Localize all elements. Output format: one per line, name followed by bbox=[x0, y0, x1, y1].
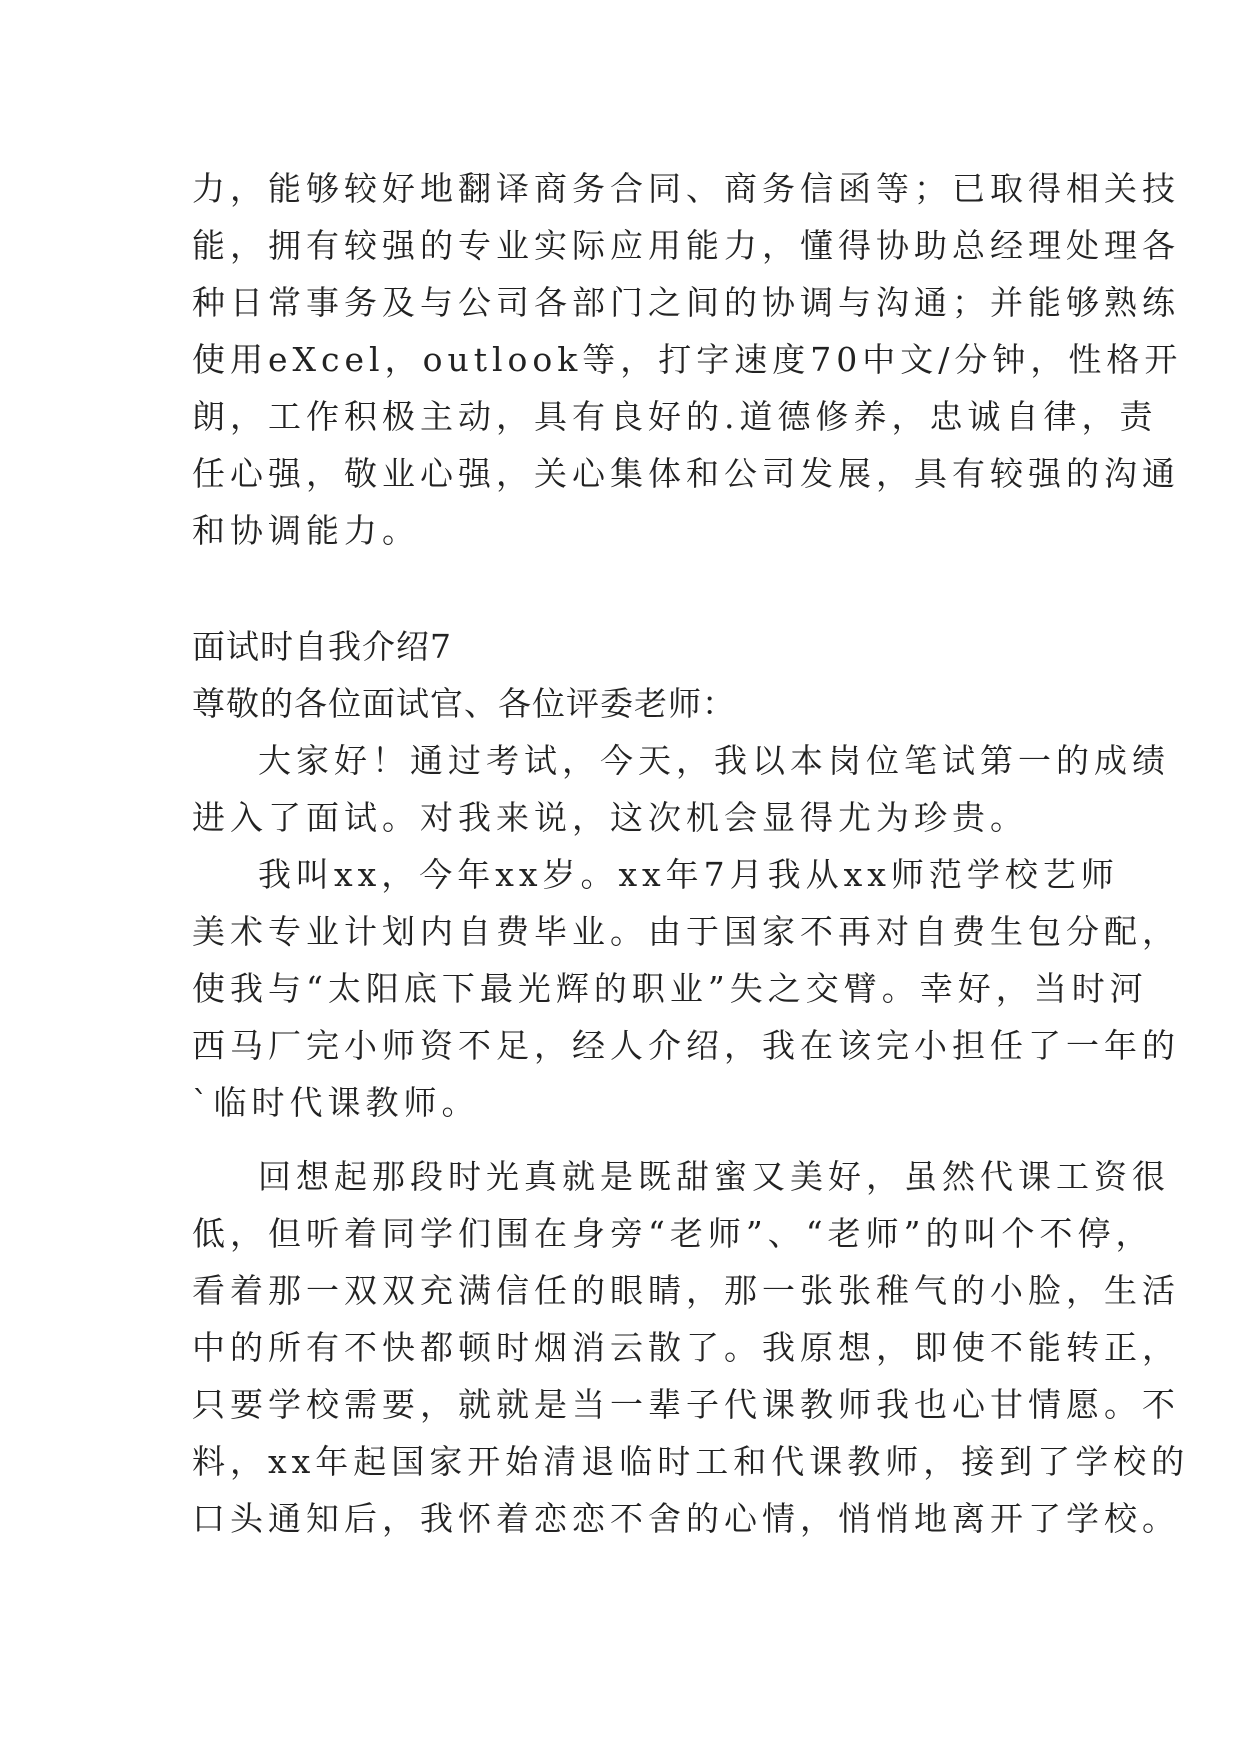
text-line: 中的所有不快都顿时烟消云散了。我原想，即使不能转正， bbox=[192, 1328, 1180, 1367]
text-line: 美术专业计划内自费毕业。由于国家不再对自费生包分配， bbox=[192, 912, 1180, 951]
text-line: 种日常事务及与公司各部门之间的协调与沟通；并能够熟练 bbox=[192, 283, 1180, 322]
text-line: 西马厂完小师资不足，经人介绍，我在该完小担任了一年的 bbox=[192, 1026, 1180, 1065]
text-line: `临时代课教师。 bbox=[192, 1083, 480, 1122]
text-line: 和协调能力。 bbox=[192, 511, 420, 550]
text-line: 使用eXcel，outlook等，打字速度70中文/分钟，性格开 bbox=[192, 340, 1183, 379]
text-line: 只要学校需要，就就是当一辈子代课教师我也心甘情愿。不 bbox=[192, 1385, 1180, 1424]
text-line: 力，能够较好地翻译商务合同、商务信函等；已取得相关技 bbox=[192, 169, 1180, 208]
text-line: 任心强，敬业心强，关心集体和公司发展，具有较强的沟通 bbox=[192, 454, 1180, 493]
text-line: 进入了面试。对我来说，这次机会显得尤为珍贵。 bbox=[192, 798, 1028, 837]
text-line: 口头通知后，我怀着恋恋不舍的心情，悄悄地离开了学校。 bbox=[192, 1499, 1180, 1538]
text-line: 看着那一双双充满信任的眼睛，那一张张稚气的小脸，生活 bbox=[192, 1271, 1180, 1310]
greeting-line: 尊敬的各位面试官、各位评委老师： bbox=[192, 684, 736, 723]
text-line: 使我与“太阳底下最光辉的职业”失之交臂。幸好，当时河 bbox=[192, 969, 1148, 1008]
text-line: 我叫xx，今年xx岁。xx年7月我从xx师范学校艺师 bbox=[258, 855, 1119, 894]
text-line: 料，xx年起国家开始清退临时工和代课教师，接到了学校的 bbox=[192, 1442, 1190, 1481]
text-line: 回想起那段时光真就是既甜蜜又美好，虽然代课工资很 bbox=[258, 1157, 1170, 1196]
text-line: 朗，工作积极主动，具有良好的.道德修养，忠诚自律，责 bbox=[192, 397, 1158, 436]
section-title: 面试时自我介绍7 bbox=[192, 627, 452, 666]
text-line: 能，拥有较强的专业实际应用能力，懂得协助总经理处理各 bbox=[192, 226, 1180, 265]
text-line: 大家好！通过考试，今天，我以本岗位笔试第一的成绩 bbox=[258, 741, 1170, 780]
text-line: 低，但听着同学们围在身旁“老师”、“老师”的叫个不停， bbox=[192, 1214, 1154, 1253]
